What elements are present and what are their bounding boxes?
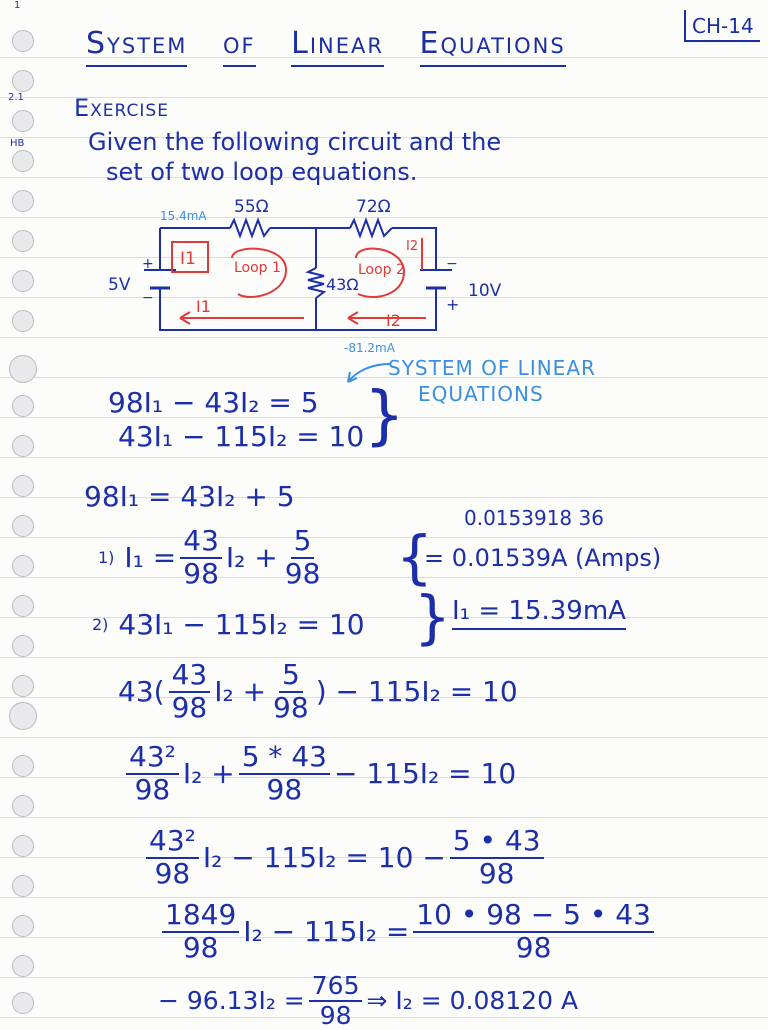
fraction — [146, 826, 199, 890]
fraction-numerator: 5 — [291, 526, 315, 559]
resistor-72-label: 72Ω — [356, 197, 391, 217]
page-title — [86, 26, 590, 61]
fraction — [282, 526, 324, 590]
binder-hole — [12, 955, 34, 977]
term: I₂ + — [225, 541, 278, 575]
i2-bottom-label: I2 — [386, 311, 401, 330]
title-word: Linear — [291, 26, 384, 67]
prompt-line: Given the following circuit and the — [88, 128, 502, 156]
binder-hole — [9, 355, 37, 383]
fraction-denominator: 98 — [154, 856, 191, 890]
step-number: 2) — [92, 615, 109, 634]
binder-hole — [12, 230, 34, 252]
prompt-line: set of two loop equations. — [106, 158, 418, 186]
annotation-line: EQUATIONS — [418, 382, 544, 406]
substitution-step — [158, 900, 658, 964]
term: I₂ + — [182, 757, 235, 791]
fraction — [270, 660, 312, 724]
annotation-line: SYSTEM OF LINEAR — [388, 356, 596, 380]
i1-expression — [98, 526, 327, 590]
title-word: Equations — [420, 26, 566, 67]
resistor-55 — [230, 220, 270, 236]
resistor-55-label: 55Ω — [234, 197, 269, 217]
isolate-equation: 98I₁ = 43I₂ + 5 — [84, 480, 295, 513]
fraction — [450, 826, 544, 890]
resistor-43 — [308, 268, 324, 298]
fraction-denominator: 98 — [266, 772, 303, 806]
fraction-denominator: 98 — [273, 690, 309, 724]
binder-hole — [12, 595, 34, 617]
system-equation: 43I₁ − 115I₂ = 10 — [118, 420, 365, 453]
binder-hole — [12, 150, 34, 172]
fraction-numerator: 10 • 98 − 5 • 43 — [413, 900, 654, 933]
system-equation: 98I₁ − 43I₂ = 5 — [108, 386, 319, 419]
fraction — [180, 526, 222, 590]
resistor-72 — [350, 220, 392, 236]
fraction-numerator: 43 — [180, 526, 222, 559]
second-equation — [92, 608, 365, 641]
binder-hole — [12, 992, 34, 1014]
fraction-denominator: 98 — [171, 690, 208, 724]
binder-hole — [12, 475, 34, 497]
fraction-denominator: 98 — [183, 556, 219, 590]
i2-result: ⇒ I₂ = 0.08120 A — [366, 986, 579, 1015]
binder-hole — [12, 515, 34, 537]
exercise-heading: Exercise — [74, 94, 169, 122]
fraction-numerator: 5 * 43 — [239, 742, 330, 775]
binder-hole — [12, 270, 34, 292]
binder-hole — [12, 835, 34, 857]
minus-sign: − — [446, 256, 458, 272]
i1-lhs: I₁ = — [124, 541, 177, 575]
i1-bottom-label: I1 — [196, 297, 211, 316]
circuit-diagram — [100, 190, 520, 360]
plus-sign: + — [446, 295, 460, 314]
substitution-step — [118, 660, 518, 724]
binder-hole — [12, 70, 34, 92]
binder-hole — [12, 310, 34, 332]
fraction-denominator: 98 — [182, 930, 219, 964]
approx-result: = 0.01539A (Amps) — [424, 544, 662, 572]
i1-label: I1 — [180, 249, 196, 269]
fraction-numerator: 43 — [169, 660, 211, 693]
fraction-numerator: 765 — [309, 972, 363, 1002]
binder-hole — [12, 675, 34, 697]
binder-hole — [12, 875, 34, 897]
binder-hole — [12, 755, 34, 777]
fraction — [169, 660, 211, 724]
binder-hole — [12, 915, 34, 937]
i1-result-text: I₁ = 15.39mA — [452, 596, 626, 630]
term: − 96.13I₂ = — [158, 986, 305, 1015]
fraction-denominator: 98 — [319, 1000, 352, 1030]
brace-right: } — [414, 583, 451, 651]
fraction-denominator: 98 — [478, 856, 515, 890]
loop-1-label: Loop 1 — [234, 260, 281, 276]
binder-holes — [12, 0, 38, 1024]
i1-value-note: 15.4mA — [160, 209, 207, 223]
binder-hole — [12, 395, 34, 417]
term: I₂ − 115I₂ = — [243, 915, 410, 949]
fraction-denominator: 98 — [134, 772, 171, 806]
equation-text: 43I₁ − 115I₂ = 10 — [118, 608, 365, 641]
brace-left: { — [396, 523, 433, 591]
fraction-denominator: 98 — [284, 556, 321, 590]
binder-hole — [12, 555, 34, 577]
i2-side-label: I2 — [406, 239, 419, 254]
term: I₂ − 115I₂ = 10 − — [202, 841, 446, 875]
plus-sign: + — [142, 256, 154, 272]
fraction-numerator: 43² — [126, 742, 179, 775]
binder-hole — [12, 435, 34, 457]
fraction — [162, 900, 239, 964]
title-word: of — [223, 26, 256, 67]
binder-hole — [12, 110, 34, 132]
fraction — [309, 972, 363, 1029]
fraction-numerator: 43² — [146, 826, 199, 859]
source-5v-label: 5V — [108, 275, 131, 295]
binder-hole — [12, 635, 34, 657]
resistor-43-label: 43Ω — [326, 275, 359, 294]
fraction — [126, 742, 179, 806]
term: ) − 115I₂ = 10 — [315, 675, 518, 709]
title-word: System — [86, 26, 187, 67]
binder-hole — [12, 795, 34, 817]
fraction-numerator: 1849 — [162, 900, 239, 933]
i1-result — [452, 596, 626, 626]
minus-sign: − — [142, 290, 154, 306]
system-brace: } — [364, 379, 405, 453]
source-10v-label: 10V — [468, 281, 502, 301]
final-step — [158, 972, 578, 1029]
term: I₂ + — [214, 675, 267, 709]
i2-value-note: -81.2mA — [344, 341, 395, 355]
margin-note: 1 — [14, 0, 21, 11]
margin-note: 2.1 — [8, 92, 24, 103]
fraction — [239, 742, 330, 806]
loop-2-label: Loop 2 — [358, 262, 405, 278]
decimal-note: 0.0153918 36 — [464, 506, 604, 530]
binder-hole — [12, 30, 34, 52]
step-number: 1) — [98, 548, 115, 568]
substitution-step — [142, 826, 548, 890]
term: − 115I₂ = 10 — [333, 757, 517, 791]
fraction — [413, 900, 654, 964]
binder-hole — [9, 702, 37, 730]
margin-note: HB — [10, 138, 25, 149]
term: 43( — [118, 675, 165, 709]
chapter-tag: CH-14 — [684, 10, 760, 42]
fraction-numerator: 5 • 43 — [450, 826, 544, 859]
substitution-step — [122, 742, 516, 806]
binder-hole — [12, 190, 34, 212]
fraction-denominator: 98 — [515, 930, 552, 964]
fraction-numerator: 5 — [279, 660, 303, 693]
